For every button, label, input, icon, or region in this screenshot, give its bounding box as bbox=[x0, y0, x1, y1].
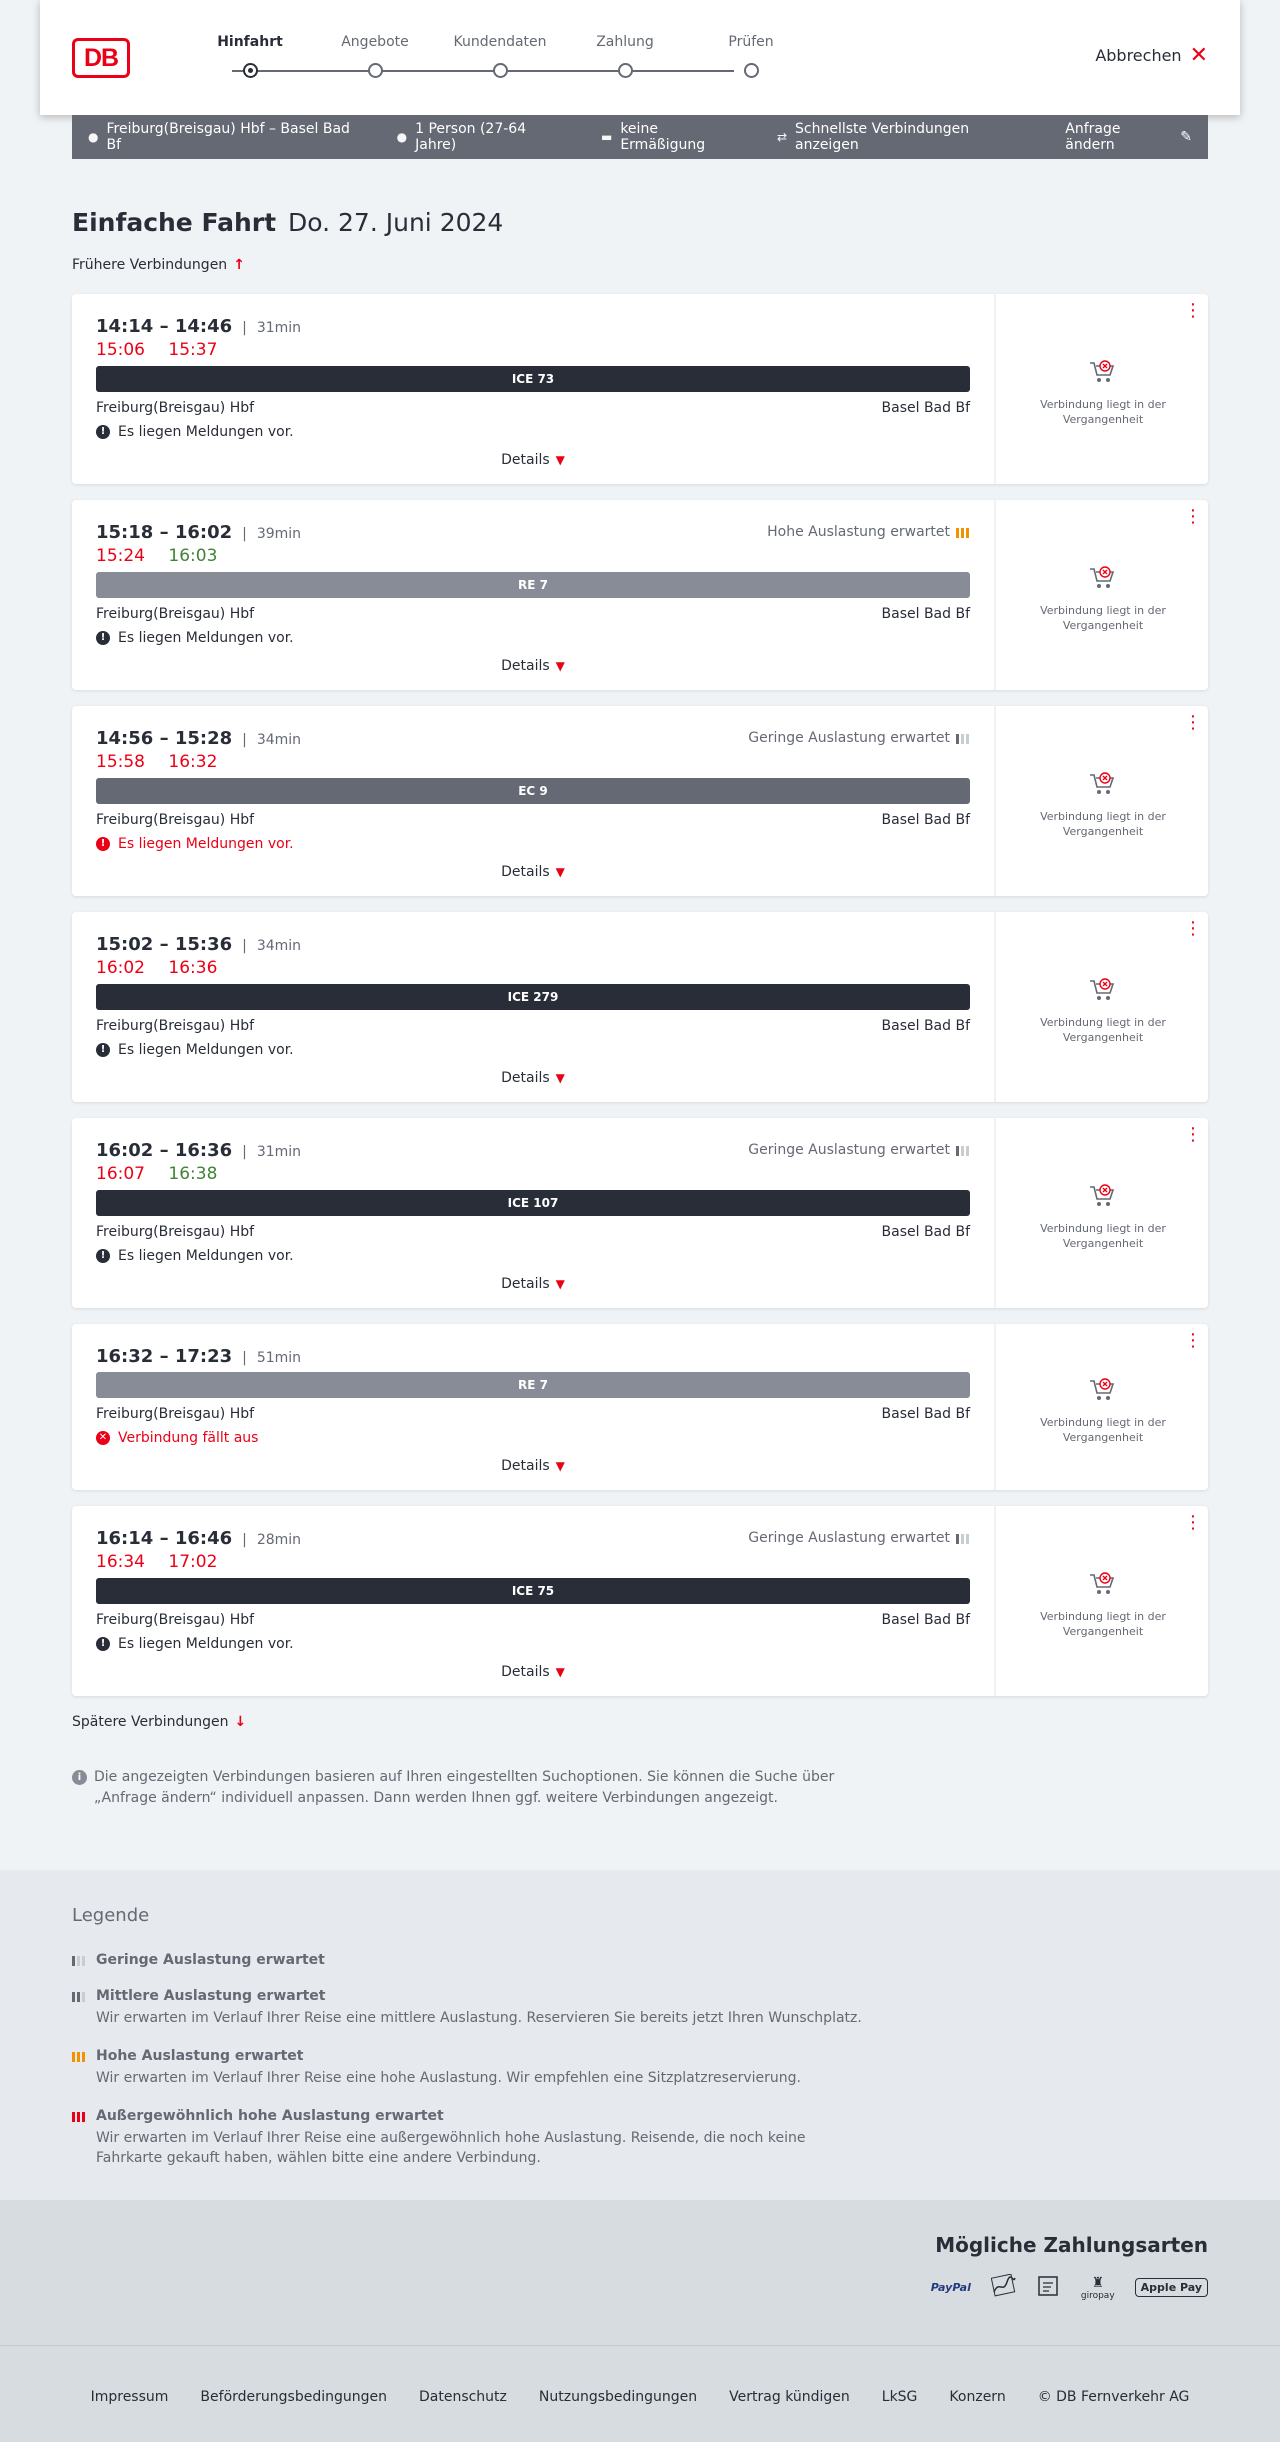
step-dot-icon bbox=[368, 63, 383, 78]
connection-card bbox=[72, 706, 1208, 896]
connection-main bbox=[96, 1324, 970, 1490]
footer bbox=[0, 2345, 1280, 2442]
footer-link-befoerderungsbedingungen[interactable]: Beförderungsbedingungen bbox=[200, 2389, 387, 2405]
connection-times bbox=[96, 522, 301, 543]
alert-icon: ! bbox=[96, 837, 110, 851]
summary-passengers-text: 1 Person (27-64 Jahre) bbox=[415, 121, 527, 153]
arrival-station: Basel Bad Bf bbox=[881, 400, 970, 416]
past-connection-text: Verbindung liegt in der Vergangenheit bbox=[1040, 604, 1166, 632]
legend-item-extreme bbox=[72, 2108, 872, 2168]
realtime-times bbox=[96, 546, 235, 566]
occupancy-indicator bbox=[748, 1530, 970, 1546]
arrival-station: Basel Bad Bf bbox=[881, 1612, 970, 1628]
scheduled-times: 16:02 – 16:36 bbox=[96, 1140, 233, 1161]
swap-icon: ⇄ bbox=[776, 130, 788, 144]
connection-times bbox=[96, 728, 301, 749]
realtime-departure: 16:02 bbox=[96, 958, 145, 978]
occupancy-low-icon bbox=[956, 1144, 970, 1156]
separator: | bbox=[242, 732, 247, 748]
realtime-times bbox=[96, 1164, 235, 1184]
connection-times bbox=[96, 1140, 301, 1161]
occupancy-high-icon bbox=[956, 526, 970, 538]
applepay-logo: Apple Pay bbox=[1135, 2278, 1208, 2297]
duration: 31min bbox=[256, 320, 302, 336]
stations-row bbox=[96, 1224, 970, 1240]
past-connection-text: Verbindung liegt in der Vergangenheit bbox=[1040, 1610, 1166, 1638]
connection-message bbox=[96, 1636, 294, 1652]
step-kundendaten bbox=[440, 34, 560, 54]
alert-icon: ! bbox=[96, 425, 110, 439]
connection-message bbox=[96, 424, 294, 440]
message-text: Verbindung fällt aus bbox=[118, 1430, 259, 1446]
realtime-departure: 15:24 bbox=[96, 546, 145, 566]
train-bar[interactable]: RE 7 bbox=[96, 1372, 970, 1398]
footer-link-datenschutz[interactable]: Datenschutz bbox=[418, 2389, 507, 2405]
scheduled-times: 14:56 – 15:28 bbox=[96, 728, 233, 749]
departure-station: Freiburg(Breisgau) Hbf bbox=[96, 606, 255, 622]
stations-row bbox=[96, 400, 970, 416]
message-text: Es liegen Meldungen vor. bbox=[118, 1636, 294, 1652]
connection-main bbox=[96, 912, 970, 1102]
details-toggle[interactable] bbox=[96, 1070, 970, 1086]
scheduled-times: 15:18 – 16:02 bbox=[96, 522, 233, 543]
summary-route bbox=[88, 121, 365, 153]
arrival-station: Basel Bad Bf bbox=[881, 812, 970, 828]
giropay-mark-icon: ♜ bbox=[1091, 2274, 1105, 2291]
realtime-arrival: 16:32 bbox=[168, 752, 218, 772]
change-request-button[interactable] bbox=[1065, 121, 1192, 153]
step-angebote bbox=[315, 34, 435, 54]
realtime-arrival: 17:02 bbox=[168, 1552, 218, 1572]
step-dot-icon bbox=[243, 63, 258, 78]
past-connection-text: Verbindung liegt in der Vergangenheit bbox=[1040, 810, 1166, 838]
step-zahlung bbox=[565, 34, 685, 54]
realtime-departure: 16:07 bbox=[96, 1164, 145, 1184]
details-toggle[interactable] bbox=[96, 864, 970, 880]
booking-stepper bbox=[210, 0, 774, 115]
duration: 39min bbox=[256, 526, 302, 542]
realtime-arrival: 16:36 bbox=[168, 958, 218, 978]
connection-side-panel bbox=[994, 706, 1208, 896]
legend-item-medium bbox=[72, 1988, 872, 2028]
separator: | bbox=[242, 526, 247, 542]
past-connection-text: Verbindung liegt in der Vergangenheit bbox=[1040, 398, 1166, 426]
train-bar[interactable]: ICE 73 bbox=[96, 366, 970, 392]
step-label: Kundendaten bbox=[453, 34, 547, 50]
connection-times bbox=[96, 316, 301, 337]
realtime-times bbox=[96, 752, 235, 772]
payment-section bbox=[0, 2200, 1280, 2345]
realtime-times bbox=[96, 1552, 235, 1572]
chevron-down-icon: ▼ bbox=[555, 659, 565, 673]
connection-side-panel bbox=[994, 1324, 1208, 1490]
giropay-label: giropay bbox=[1080, 2290, 1115, 2301]
occupancy-indicator bbox=[748, 1142, 970, 1158]
realtime-arrival: 15:37 bbox=[168, 340, 218, 360]
stations-row bbox=[96, 606, 970, 622]
cancelled-icon: ✕ bbox=[96, 1431, 110, 1445]
payment-logos bbox=[931, 2274, 1208, 2301]
more-options-icon[interactable]: ⋮ bbox=[1184, 712, 1202, 733]
legend-item-desc: Wir erwarten im Verlauf Ihrer Reise eine hohe Auslastung. Wir empfehlen eine Sitzplatzreservierung. bbox=[96, 2070, 801, 2086]
step-label: Hinfahrt bbox=[217, 34, 283, 50]
summary-discount bbox=[601, 121, 745, 153]
occupancy-label: Geringe Auslastung erwartet bbox=[748, 1530, 950, 1546]
change-request-label: Anfrage ändern bbox=[1065, 121, 1121, 153]
alert-icon: ! bbox=[96, 631, 110, 645]
footer-link-konzern[interactable]: Konzern bbox=[949, 2389, 1006, 2405]
connection-side-panel bbox=[994, 294, 1208, 484]
cart-unavailable-icon bbox=[1088, 771, 1116, 797]
realtime-arrival: 16:38 bbox=[168, 1164, 218, 1184]
stations-row bbox=[96, 1018, 970, 1034]
departure-station: Freiburg(Breisgau) Hbf bbox=[96, 1612, 255, 1628]
duration: 34min bbox=[256, 938, 302, 954]
occupancy-low-icon bbox=[956, 1532, 970, 1544]
summary-passengers bbox=[397, 121, 569, 153]
cancel-button[interactable] bbox=[1095, 42, 1208, 68]
details-toggle[interactable] bbox=[96, 658, 970, 674]
sepa-icon bbox=[1037, 2274, 1061, 2301]
details-label: Details bbox=[501, 864, 550, 880]
connection-times bbox=[96, 934, 301, 955]
later-connections-link[interactable] bbox=[72, 1714, 246, 1730]
later-connections-label: Spätere Verbindungen bbox=[72, 1714, 229, 1730]
past-connection-text: Verbindung liegt in der Vergangenheit bbox=[1040, 1222, 1166, 1250]
connection-card bbox=[72, 1324, 1208, 1490]
alert-icon: ! bbox=[96, 1043, 110, 1057]
lastschrift-icon bbox=[991, 2274, 1017, 2301]
realtime-departure: 15:06 bbox=[96, 340, 145, 360]
departure-station: Freiburg(Breisgau) Hbf bbox=[96, 1406, 255, 1422]
chevron-down-icon: ▼ bbox=[555, 1071, 565, 1085]
details-toggle[interactable] bbox=[96, 1458, 970, 1474]
alert-icon: ! bbox=[96, 1249, 110, 1263]
train-bar[interactable]: ICE 107 bbox=[96, 1190, 970, 1216]
step-dot-icon bbox=[744, 63, 759, 78]
info-icon: i bbox=[72, 1770, 87, 1785]
cart-unavailable-icon bbox=[1088, 977, 1116, 1003]
arrival-station: Basel Bad Bf bbox=[881, 1224, 970, 1240]
cart-unavailable-icon bbox=[1088, 359, 1116, 385]
separator: | bbox=[242, 320, 247, 336]
search-info-text: Die angezeigten Verbindungen basieren auf Ihren eingestellten Suchoptionen. Sie können die Suche über „Anfrage ändern“ individuell anpassen. Dann werden Ihnen ggf. weitere Verbindungen angezeigt. bbox=[94, 1769, 835, 1806]
separator: | bbox=[242, 938, 247, 954]
arrival-station: Basel Bad Bf bbox=[881, 1406, 970, 1422]
realtime-departure: 15:58 bbox=[96, 752, 145, 772]
legend-item-title: Hohe Auslastung erwartet bbox=[96, 2048, 304, 2064]
cart-unavailable-icon bbox=[1088, 1377, 1116, 1403]
legend-item-desc: Wir erwarten im Verlauf Ihrer Reise eine außergewöhnlich hohe Auslastung. Reisende, die noch keine Fahrkarte gekauft haben, wählen bitte eine andere Verbindung. bbox=[96, 2130, 806, 2166]
arrival-station: Basel Bad Bf bbox=[881, 606, 970, 622]
connection-side-panel bbox=[994, 500, 1208, 690]
message-text: Es liegen Meldungen vor. bbox=[118, 836, 294, 852]
legend-title: Legende bbox=[72, 1905, 150, 1926]
step-pruefen bbox=[691, 34, 811, 54]
train-bar[interactable]: ICE 279 bbox=[96, 984, 970, 1010]
earlier-connections-link[interactable] bbox=[72, 257, 245, 273]
legend-item-title: Geringe Auslastung erwartet bbox=[96, 1952, 325, 1968]
search-info-note bbox=[72, 1767, 862, 1809]
details-toggle[interactable] bbox=[96, 1276, 970, 1292]
cart-unavailable-icon bbox=[1088, 1183, 1116, 1209]
duration: 31min bbox=[256, 1144, 302, 1160]
departure-station: Freiburg(Breisgau) Hbf bbox=[96, 400, 255, 416]
close-icon: ✕ bbox=[1189, 42, 1208, 68]
connection-message bbox=[96, 1248, 294, 1264]
details-toggle[interactable] bbox=[96, 1664, 970, 1680]
separator: | bbox=[242, 1350, 247, 1366]
separator: | bbox=[242, 1532, 247, 1548]
realtime-departure: 16:34 bbox=[96, 1552, 145, 1572]
arrow-down-icon: ↓ bbox=[234, 1714, 247, 1730]
footer-links bbox=[0, 2389, 1280, 2405]
more-options-icon[interactable]: ⋮ bbox=[1184, 1124, 1202, 1145]
connection-card bbox=[72, 1506, 1208, 1696]
pencil-icon: ✎ bbox=[1180, 129, 1193, 145]
summary-route-text: Freiburg(Breisgau) Hbf – Basel Bad Bf bbox=[106, 121, 350, 153]
occupancy-low-icon bbox=[956, 732, 970, 744]
card-icon: ▬ bbox=[600, 130, 613, 144]
summary-option bbox=[777, 121, 1033, 153]
stations-row bbox=[96, 1406, 970, 1422]
more-options-icon[interactable]: ⋮ bbox=[1184, 300, 1202, 321]
legend-item-high bbox=[72, 2048, 872, 2088]
more-options-icon[interactable]: ⋮ bbox=[1184, 1330, 1202, 1351]
legend-item-title: Außergewöhnlich hohe Auslastung erwartet bbox=[96, 2108, 444, 2124]
chevron-down-icon: ▼ bbox=[555, 1665, 565, 1679]
footer-link-lksg[interactable]: LkSG bbox=[881, 2389, 918, 2405]
connection-side-panel bbox=[994, 1506, 1208, 1696]
connection-message bbox=[96, 630, 294, 646]
chevron-down-icon: ▼ bbox=[555, 1277, 565, 1291]
giropay-logo bbox=[1081, 2275, 1115, 2301]
stepper-line bbox=[232, 70, 734, 72]
cart-unavailable-icon bbox=[1088, 565, 1116, 591]
realtime-times bbox=[96, 340, 235, 360]
departure-station: Freiburg(Breisgau) Hbf bbox=[96, 1018, 255, 1034]
cancel-label: Abbrechen bbox=[1095, 46, 1182, 65]
occupancy-label: Geringe Auslastung erwartet bbox=[748, 730, 950, 746]
step-label: Angebote bbox=[341, 34, 409, 50]
message-text: Es liegen Meldungen vor. bbox=[118, 1248, 294, 1264]
connection-message bbox=[96, 1042, 294, 1058]
occupancy-indicator bbox=[767, 524, 970, 540]
occupancy-indicator bbox=[748, 730, 970, 746]
alert-icon: ! bbox=[96, 1637, 110, 1651]
train-bar[interactable]: EC 9 bbox=[96, 778, 970, 804]
summary-discount-text: keine Ermäßigung bbox=[620, 121, 706, 153]
connection-times bbox=[96, 1346, 301, 1367]
more-options-icon[interactable]: ⋮ bbox=[1184, 918, 1202, 939]
details-label: Details bbox=[501, 1276, 550, 1292]
occupancy-extreme-icon bbox=[72, 2110, 86, 2122]
past-connection-text: Verbindung liegt in der Vergangenheit bbox=[1040, 1016, 1166, 1044]
connection-side-panel bbox=[994, 912, 1208, 1102]
page-title bbox=[72, 208, 503, 237]
departure-station: Freiburg(Breisgau) Hbf bbox=[96, 812, 255, 828]
occupancy-low-icon bbox=[72, 1954, 86, 1966]
chevron-down-icon: ▼ bbox=[555, 865, 565, 879]
occupancy-medium-icon bbox=[72, 1990, 86, 2002]
occupancy-high-icon bbox=[72, 2050, 86, 2062]
message-text: Es liegen Meldungen vor. bbox=[118, 1042, 294, 1058]
past-connection-text: Verbindung liegt in der Vergangenheit bbox=[1040, 1416, 1166, 1444]
db-logo[interactable]: DB bbox=[72, 38, 130, 78]
search-summary-bar bbox=[72, 115, 1208, 159]
arrival-station: Basel Bad Bf bbox=[881, 1018, 970, 1034]
connection-card bbox=[72, 294, 1208, 484]
legend-item-title: Mittlere Auslastung erwartet bbox=[96, 1988, 326, 2004]
step-label: Prüfen bbox=[728, 34, 774, 50]
footer-link-vertrag-kuendigen[interactable]: Vertrag kündigen bbox=[729, 2389, 850, 2405]
earlier-connections-label: Frühere Verbindungen bbox=[72, 257, 228, 273]
arrow-up-icon: ↑ bbox=[233, 257, 245, 273]
legend-section bbox=[0, 1870, 1280, 2200]
message-text: Es liegen Meldungen vor. bbox=[118, 630, 294, 646]
footer-copyright: © DB Fernverkehr AG bbox=[1037, 2389, 1190, 2405]
scheduled-times: 16:14 – 16:46 bbox=[96, 1528, 233, 1549]
step-hinfahrt[interactable] bbox=[190, 34, 310, 54]
connection-main bbox=[96, 294, 970, 484]
departure-station: Freiburg(Breisgau) Hbf bbox=[96, 1224, 255, 1240]
train-bar[interactable]: RE 7 bbox=[96, 572, 970, 598]
message-text: Es liegen Meldungen vor. bbox=[118, 424, 294, 440]
person-icon: ● bbox=[396, 130, 408, 144]
cart-unavailable-icon bbox=[1088, 1571, 1116, 1597]
chevron-down-icon: ▼ bbox=[555, 1459, 565, 1473]
connection-times bbox=[96, 1528, 301, 1549]
duration: 34min bbox=[256, 732, 302, 748]
details-label: Details bbox=[501, 1070, 550, 1086]
connection-card bbox=[72, 1118, 1208, 1308]
realtime-arrival: 16:03 bbox=[168, 546, 218, 566]
realtime-times bbox=[96, 958, 235, 978]
connection-main bbox=[96, 706, 970, 896]
footer-link-nutzungsbedingungen[interactable]: Nutzungsbedingungen bbox=[538, 2389, 698, 2405]
step-dot-icon bbox=[618, 63, 633, 78]
stations-row bbox=[96, 1612, 970, 1628]
connection-main bbox=[96, 1506, 970, 1696]
footer-link-impressum[interactable]: Impressum bbox=[90, 2389, 169, 2405]
paypal-logo: PayPal bbox=[930, 2281, 971, 2294]
more-options-icon[interactable]: ⋮ bbox=[1184, 506, 1202, 527]
scheduled-times: 15:02 – 15:36 bbox=[96, 934, 233, 955]
details-label: Details bbox=[501, 1458, 550, 1474]
occupancy-label: Geringe Auslastung erwartet bbox=[748, 1142, 950, 1158]
scheduled-times: 16:32 – 17:23 bbox=[96, 1346, 233, 1367]
summary-option-text: Schnellste Verbindungen anzeigen bbox=[795, 121, 970, 153]
more-options-icon[interactable]: ⋮ bbox=[1184, 1512, 1202, 1533]
step-label: Zahlung bbox=[596, 34, 654, 50]
step-dot-icon bbox=[493, 63, 508, 78]
connection-message bbox=[96, 1430, 258, 1446]
location-pin-icon: ● bbox=[88, 130, 99, 144]
connection-card bbox=[72, 500, 1208, 690]
top-bar bbox=[40, 0, 1240, 115]
separator: | bbox=[242, 1144, 247, 1160]
connection-main bbox=[96, 500, 970, 690]
trip-type: Einfache Fahrt bbox=[72, 208, 277, 237]
details-label: Details bbox=[501, 658, 550, 674]
duration: 28min bbox=[256, 1532, 302, 1548]
details-label: Details bbox=[501, 1664, 550, 1680]
legend-item-desc: Wir erwarten im Verlauf Ihrer Reise eine mittlere Auslastung. Reservieren Sie bereits jetzt Ihren Wunschplatz. bbox=[96, 2010, 862, 2026]
details-toggle[interactable] bbox=[96, 452, 970, 468]
trip-date: Do. 27. Juni 2024 bbox=[288, 208, 504, 237]
stations-row bbox=[96, 812, 970, 828]
chevron-down-icon: ▼ bbox=[555, 453, 565, 467]
connection-main bbox=[96, 1118, 970, 1308]
connection-card bbox=[72, 912, 1208, 1102]
scheduled-times: 14:14 – 14:46 bbox=[96, 316, 233, 337]
connection-side-panel bbox=[994, 1118, 1208, 1308]
payment-title: Mögliche Zahlungsarten bbox=[935, 2233, 1208, 2257]
connection-message bbox=[96, 836, 294, 852]
train-bar[interactable]: ICE 75 bbox=[96, 1578, 970, 1604]
occupancy-label: Hohe Auslastung erwartet bbox=[767, 524, 950, 540]
legend-item-low bbox=[72, 1952, 872, 1968]
duration: 51min bbox=[256, 1350, 302, 1366]
details-label: Details bbox=[501, 452, 550, 468]
